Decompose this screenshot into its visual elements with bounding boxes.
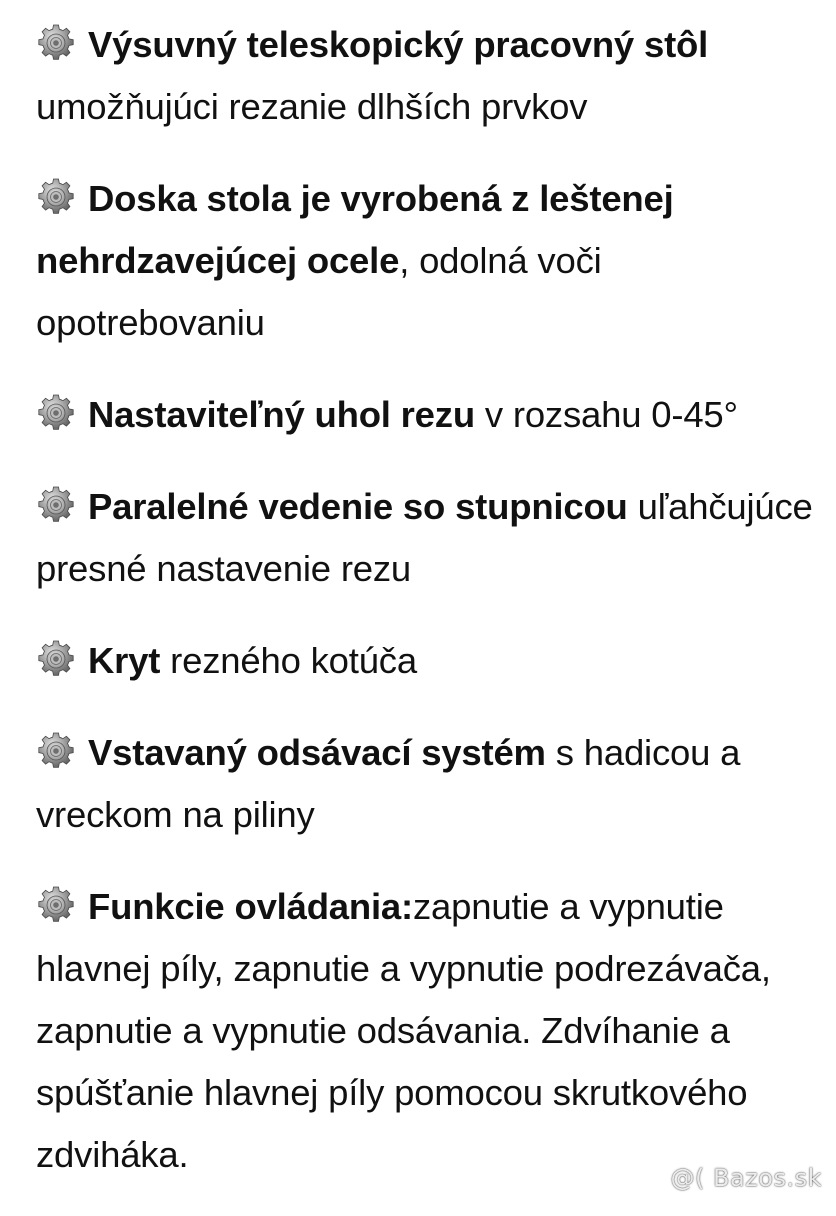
feature-title: Paralelné vedenie so stupnicou	[88, 486, 628, 527]
feature-title: Doska stola je vyrobená z leštenej nehrdzavejúcej ocele	[36, 178, 674, 281]
feature-item	[36, 14, 826, 138]
feature-item	[36, 168, 826, 354]
feature-description: zapnutie a vypnutie hlavnej píly, zapnutie a vypnutie podrezávača, zapnutie a vypnutie odsávania. Zdvíhanie a spúšťanie hlavnej píly pomocou skrutkového zdviháka.	[36, 886, 771, 1175]
feature-item	[36, 476, 826, 600]
feature-description: , odolná voči opotrebovaniu	[36, 240, 602, 343]
gear-icon	[36, 639, 76, 679]
feature-item	[36, 876, 826, 1186]
gear-icon	[36, 393, 76, 433]
feature-description: rezného kotúča	[160, 640, 417, 681]
feature-title: Výsuvný teleskopický pracovný stôl	[88, 24, 709, 65]
feature-item	[36, 722, 826, 846]
feature-description: uľahčujúce presné nastavenie rezu	[36, 486, 813, 589]
feature-description: s hadicou a vreckom na piliny	[36, 732, 741, 835]
gear-icon	[36, 485, 76, 525]
gear-icon	[36, 731, 76, 771]
gear-icon	[36, 177, 76, 217]
feature-title: Funkcie ovládania:	[88, 886, 413, 927]
feature-title: Kryt	[88, 640, 161, 681]
watermark-logo: @( Bazos.sk	[670, 1164, 822, 1192]
feature-item	[36, 630, 826, 692]
gear-icon	[36, 885, 76, 925]
gear-icon	[36, 23, 76, 63]
feature-description: v rozsahu 0-45°	[474, 394, 738, 435]
feature-list	[36, 14, 826, 1216]
feature-title: Vstavaný odsávací systém	[88, 732, 546, 773]
feature-title: Nastaviteľný uhol rezu	[88, 394, 475, 435]
feature-description: umožňujúci rezanie dlhších prvkov	[36, 86, 588, 127]
feature-item	[36, 384, 826, 446]
